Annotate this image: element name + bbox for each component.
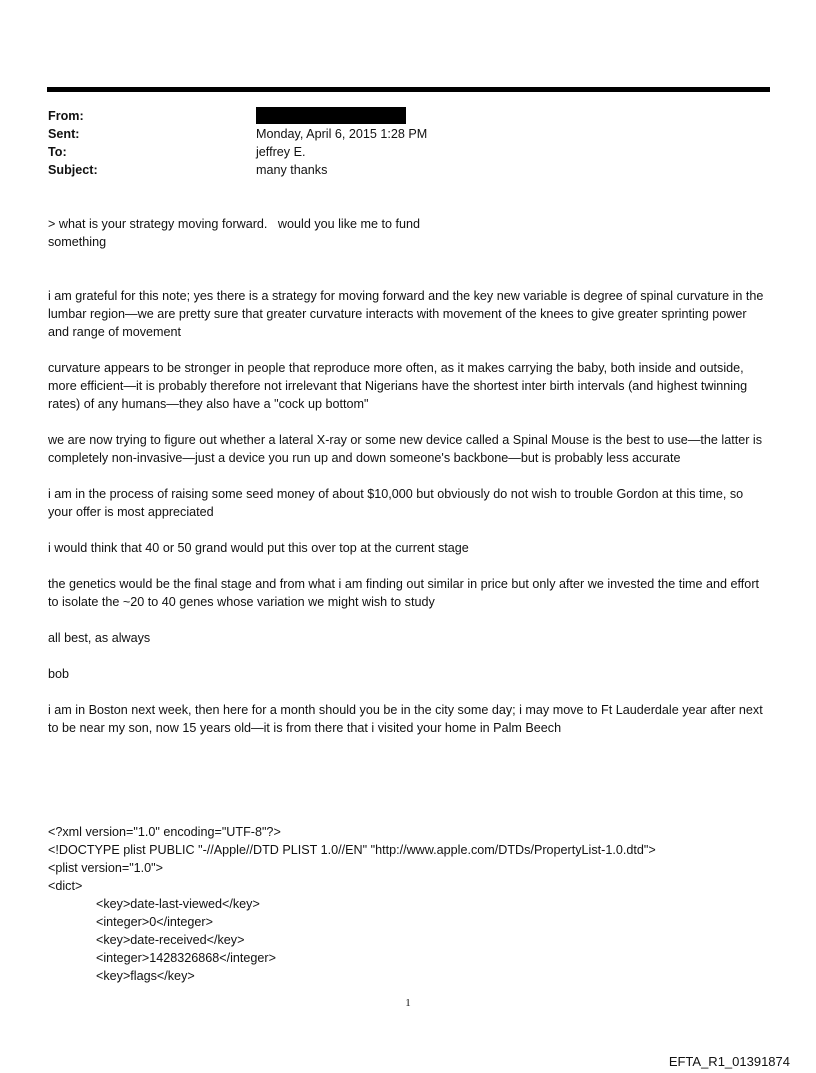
xml-line: <key>date-received</key> [96, 933, 245, 947]
xml-line: <key>flags</key> [96, 969, 195, 983]
from-redaction [256, 107, 406, 124]
paragraph: the genetics would be the final stage and from what i am finding out similar in price but only after we invested the time and effort to isolate the ~20 to 40 genes whose variation we might wish to study [48, 577, 760, 609]
to-label: To: [48, 145, 67, 159]
quoted-text [48, 215, 770, 251]
subject-value: many thanks [256, 163, 328, 177]
sent-row [48, 125, 768, 143]
header-rule [47, 87, 770, 92]
xml-line: <key>date-last-viewed</key> [96, 897, 260, 911]
postscript: i am in Boston next week, then here for a month should you be in the city some day; i may move to Ft Lauderdale year after next to be near my son, now 15 years old—it is from there that i visited your home in Palm Beech [48, 703, 763, 735]
page-number: 1 [405, 997, 411, 1009]
xml-line: <integer>1428326868</integer> [96, 951, 276, 965]
xml-line: <!DOCTYPE plist PUBLIC "-//Apple//DTD PLIST 1.0//EN" "http://www.apple.com/DTDs/PropertyList-1.0.dtd"> [48, 843, 656, 857]
to-value: jeffrey E. [256, 145, 306, 159]
sign-off: all best, as always [48, 631, 151, 645]
subject-label: Subject: [48, 163, 98, 177]
paragraph: curvature appears to be stronger in people that reproduce more often, as it makes carrying the baby, both inside and outside, more efficient—it is probably therefore not irrelevant that Nigerians have the shortest inter birth intervals (and highest twinning rates) of any humans—they also have a "cock up bottom" [48, 361, 748, 411]
subject-row [48, 161, 768, 179]
document-id: EFTA_R1_01391874 [668, 1054, 790, 1069]
signature: bob [48, 667, 70, 681]
to-row [48, 143, 768, 161]
email-header [48, 107, 768, 179]
sent-label: Sent: [48, 127, 80, 141]
quote-line: > what is your strategy moving forward. would you like me to fund [48, 217, 421, 231]
plist-xml [48, 823, 770, 985]
paragraph: i am grateful for this note; yes there is a strategy for moving forward and the key new variable is degree of spinal curvature in the lumbar region—we are pretty sure that greater curvature interacts with movement of the knees to give greater sprinting power and range of movement [48, 289, 764, 339]
paragraph: we are now trying to figure out whether a lateral X-ray or some new device called a Spinal Mouse is the best to use—the latter is completely non-invasive—just a device you run up and down someone's backbone—but is probably less accurate [48, 433, 763, 465]
quote-line: something [48, 235, 107, 249]
paragraph: i would think that 40 or 50 grand would put this over top at the current stage [48, 541, 469, 555]
sent-value: Monday, April 6, 2015 1:28 PM [256, 127, 428, 141]
from-row [48, 107, 768, 125]
xml-line: <dict> [48, 879, 83, 893]
from-label: From: [48, 109, 84, 123]
xml-line: <?xml version="1.0" encoding="UTF-8"?> [48, 825, 281, 839]
xml-line: <integer>0</integer> [96, 915, 213, 929]
email-body [48, 215, 770, 755]
xml-line: <plist version="1.0"> [48, 861, 164, 875]
paragraph: i am in the process of raising some seed money of about $10,000 but obviously do not wish to trouble Gordon at this time, so your offer is most appreciated [48, 487, 744, 519]
